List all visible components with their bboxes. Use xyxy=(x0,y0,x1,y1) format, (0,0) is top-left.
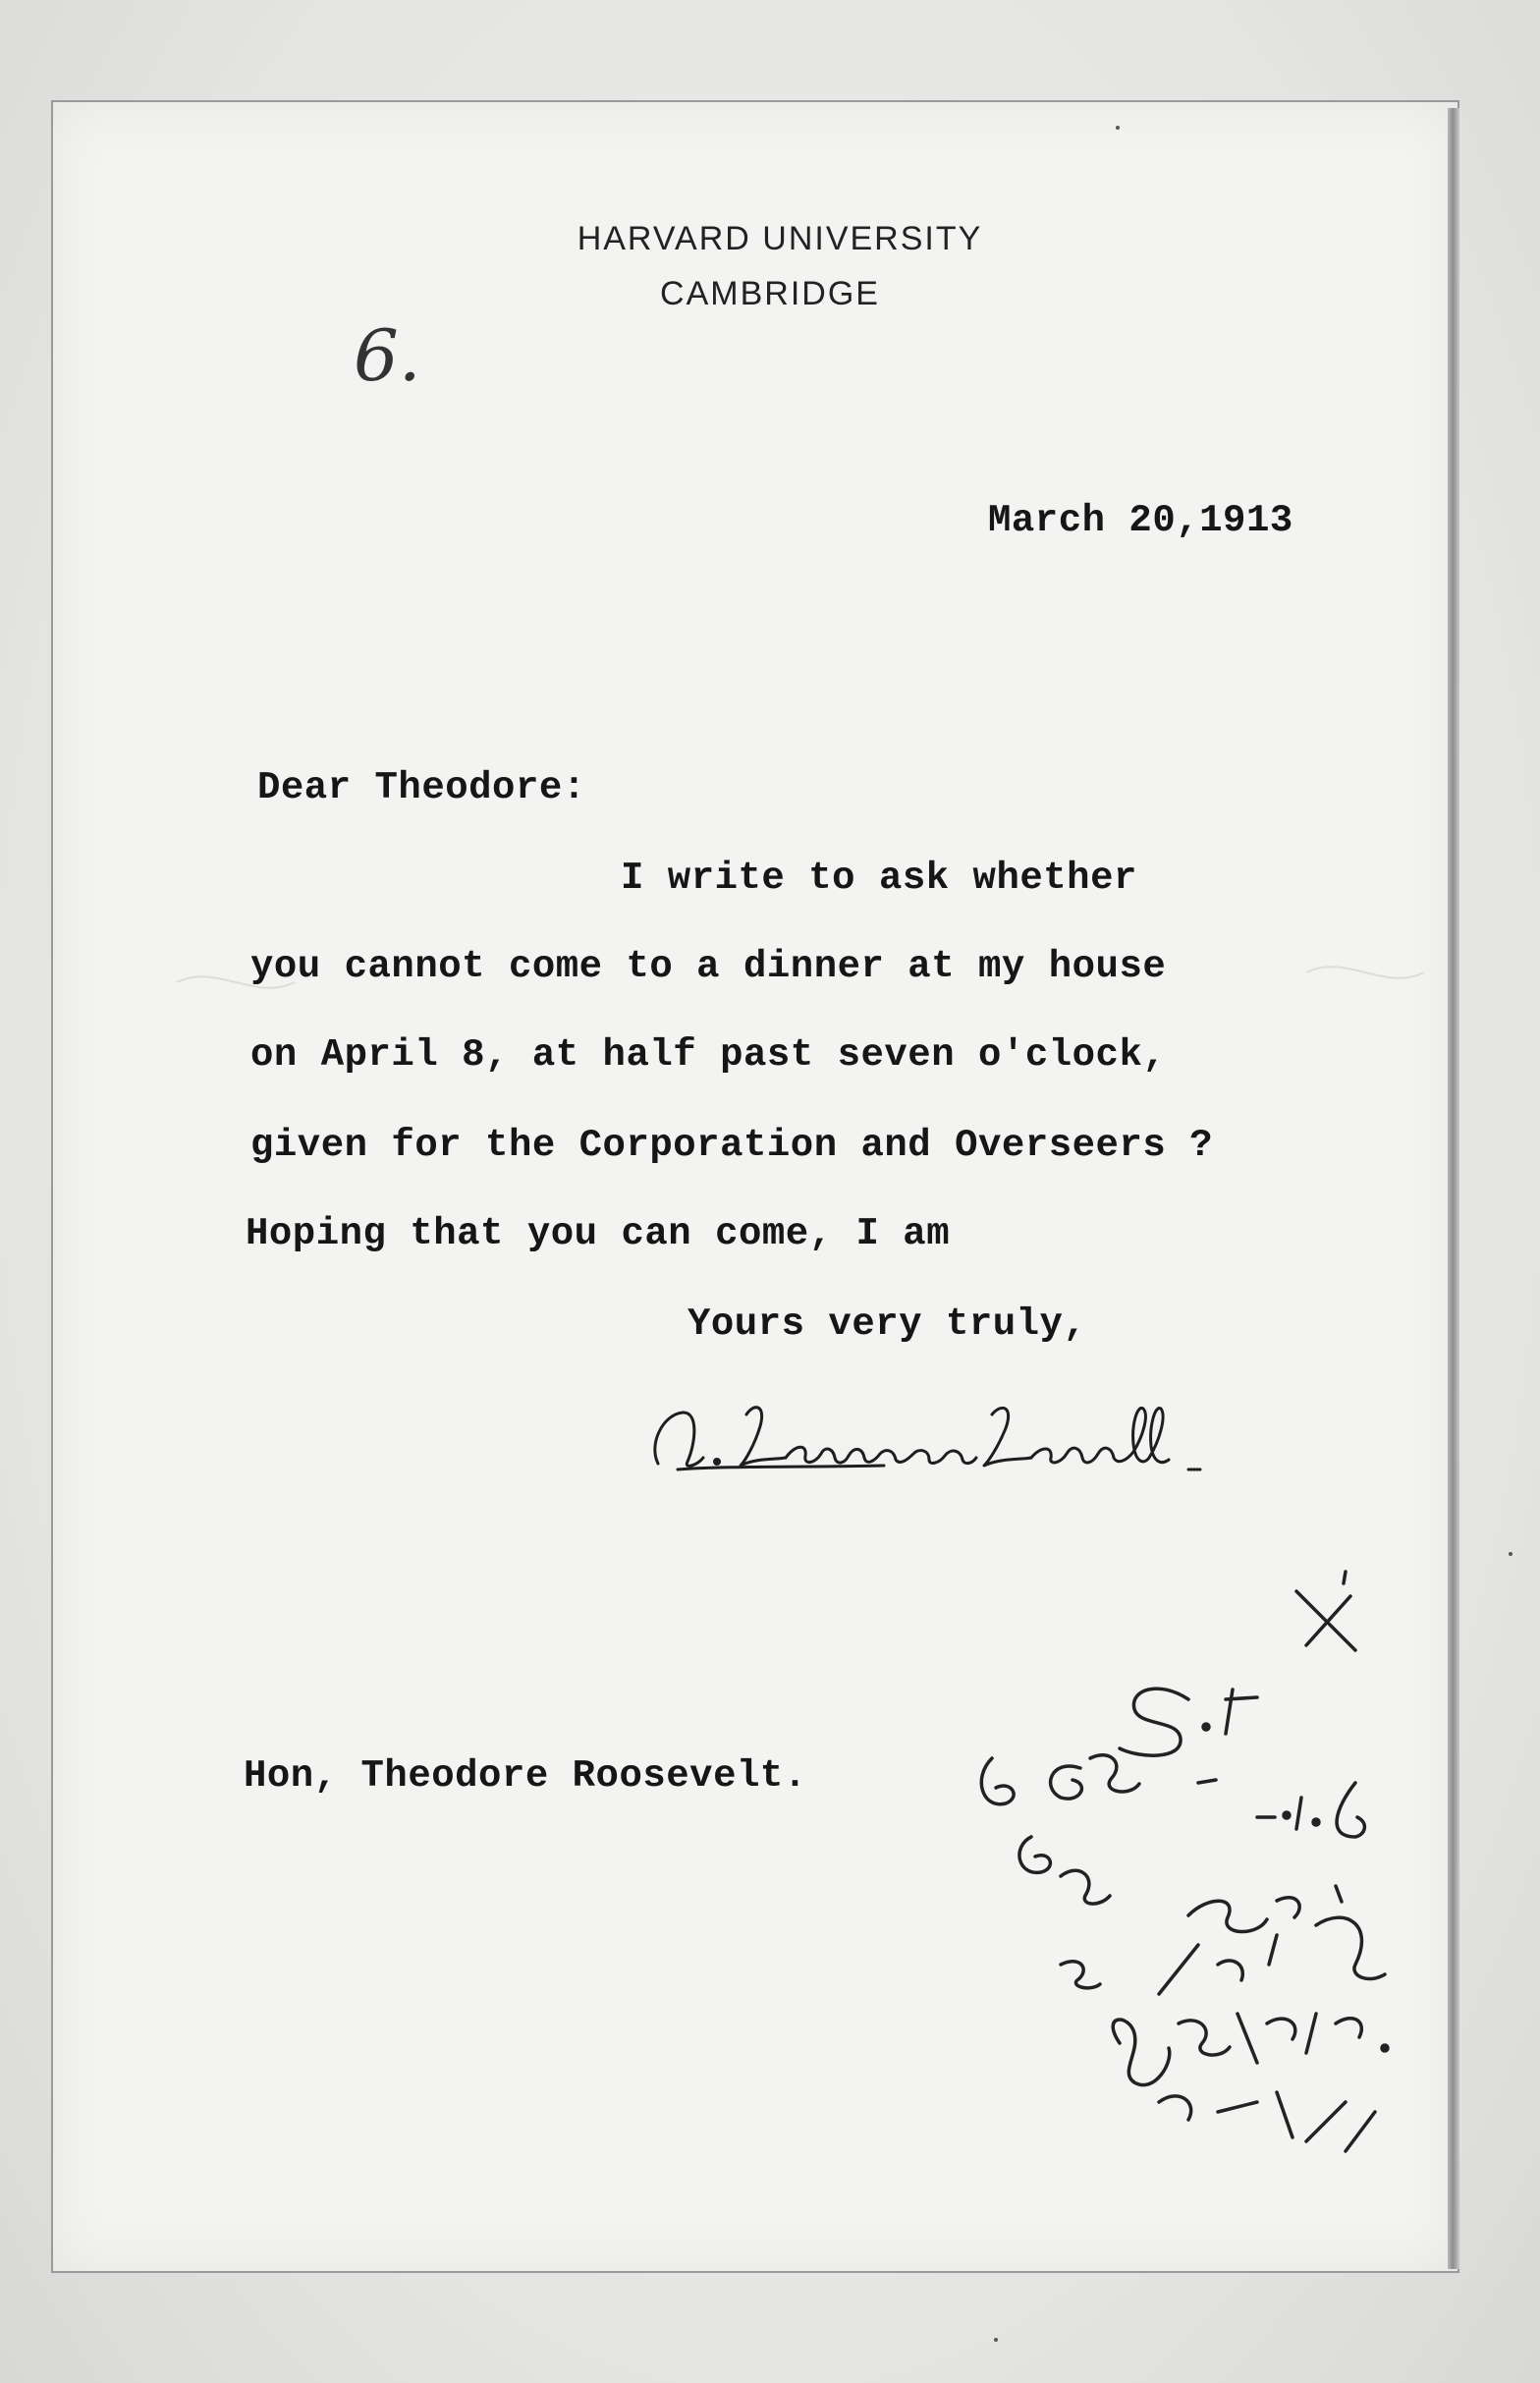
body-line: Hoping that you can come, I am xyxy=(246,1212,951,1255)
handwritten-signature xyxy=(638,1375,1267,1493)
body-line: given for the Corporation and Overseers ? xyxy=(250,1124,1214,1167)
film-speck xyxy=(994,2338,998,2342)
letterhead-institution: HARVARD UNIVERSITY xyxy=(577,220,983,257)
film-speck xyxy=(1509,1552,1512,1556)
letterhead-city: CAMBRIDGE xyxy=(660,275,880,312)
shorthand-annotation xyxy=(962,1552,1434,2240)
handwritten-page-number: 6. xyxy=(354,314,421,397)
salutation: Dear Theodore: xyxy=(257,766,586,809)
page-edge-shadow xyxy=(1448,108,1459,2269)
faint-bleedthrough xyxy=(177,943,1454,1022)
body-line: you cannot come to a dinner at my house xyxy=(250,945,1167,988)
body-line: I write to ask whether xyxy=(621,857,1137,900)
closing: Yours very truly, xyxy=(688,1302,1087,1346)
film-speck xyxy=(1116,126,1120,130)
letter-date: March 20,1913 xyxy=(988,499,1293,542)
addressee: Hon, Theodore Roosevelt. xyxy=(244,1754,807,1798)
body-line: on April 8, at half past seven o'clock, xyxy=(250,1033,1167,1077)
